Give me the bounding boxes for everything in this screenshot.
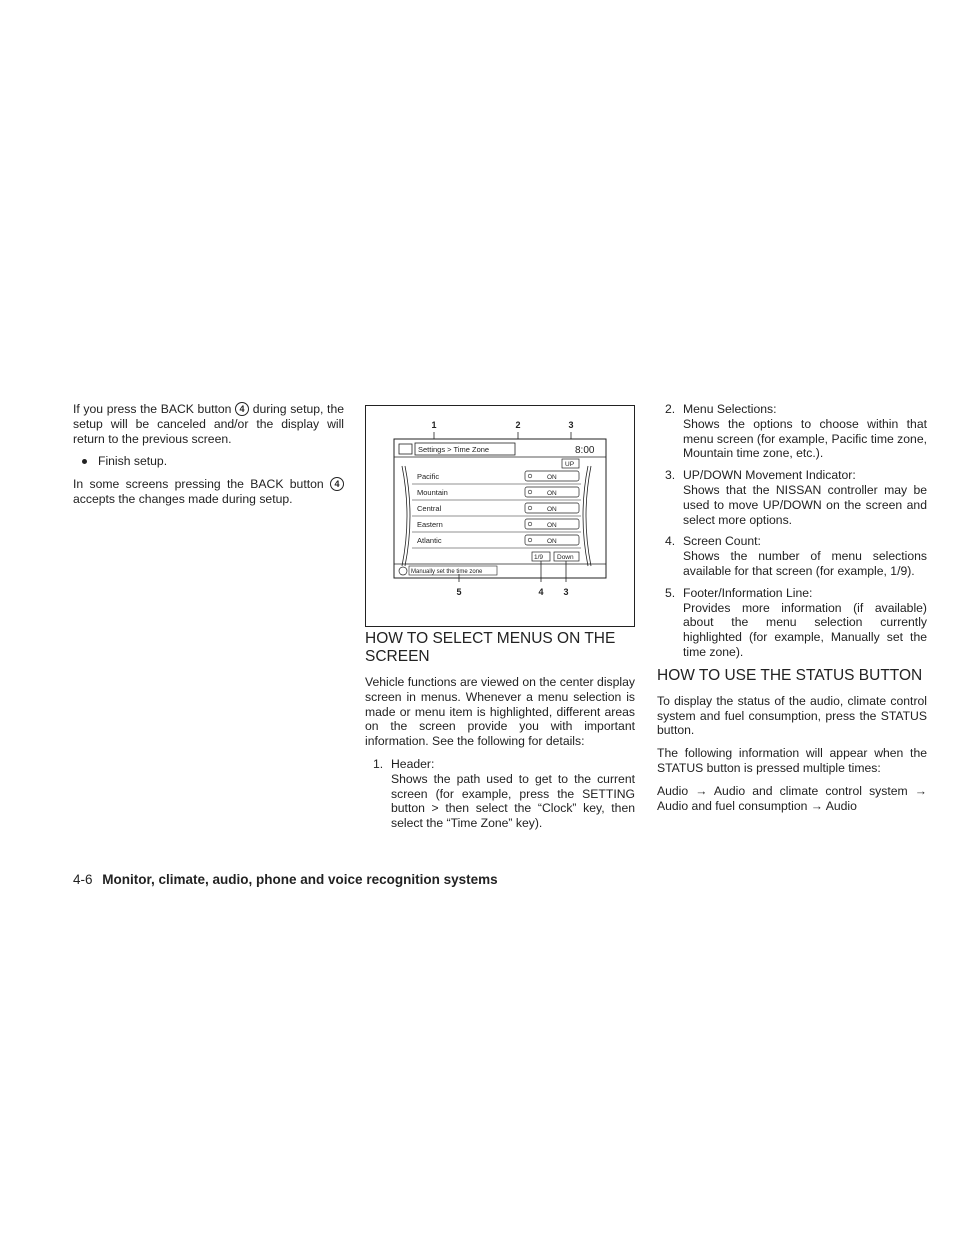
list-item: 2. Menu Selections: Shows the options to choose within that menu screen (for example, Pacific time zone, Mountain time zone, etc.). — [665, 402, 927, 461]
list-item: 3. UP/DOWN Movement Indicator: Shows that the NISSAN controller may be used to move UP/DOWN on the screen and select more options. — [665, 468, 927, 527]
menu-row-value: ON — [547, 490, 557, 497]
callout-5: 5 — [456, 587, 462, 597]
menu-row-label: Atlantic — [417, 536, 442, 545]
svg-text:UP: UP — [565, 461, 575, 468]
column-middle — [365, 630, 635, 838]
svg-text:Down: Down — [557, 554, 574, 561]
clock: 8:00 — [575, 445, 595, 456]
menu-row-label: Central — [417, 504, 442, 513]
menu-row-value: ON — [547, 522, 557, 529]
list-screen-areas — [365, 757, 635, 831]
menu-row-value: ON — [547, 538, 557, 545]
callout-4: 4 — [538, 587, 544, 597]
screen-illustration — [365, 405, 635, 627]
page-footer — [73, 872, 498, 887]
menu-row-value: ON — [547, 474, 557, 481]
callout-4-badge: 4 — [235, 402, 249, 416]
paragraph-status-1: To display the status of the audio, climate control system and fuel consumption, press the STATUS button. — [657, 693, 927, 738]
info-line: Manually set the time zone — [411, 569, 483, 575]
callout-3-top: 3 — [568, 420, 574, 430]
heading-select-menus: HOW TO SELECT MENUS ON THE SCREEN — [365, 630, 616, 665]
list-item: 5. Footer/Information Line: Provides more information (if available) about the menu selection currently highlighted (for example, Manually set the time zone). — [665, 585, 927, 659]
paragraph-status-3: Audio → Audio and climate control system → Audio and fuel consumption → Audio — [657, 783, 927, 813]
menu-row-label: Pacific — [417, 472, 440, 481]
list-item: 4. Screen Count: Shows the number of menu selections available for that screen (for example, 1/9). — [665, 534, 927, 578]
list-item: 1. Header: Shows the path used to get to the current screen (for example, press the SETTING button > then select the “Clock” key, then select the “Time Zone” key). — [373, 756, 635, 831]
menu-row-label: Eastern — [417, 520, 443, 529]
section-title: Monitor, climate, audio, phone and voice recognition systems — [102, 872, 498, 887]
column-left — [73, 402, 344, 515]
screen-count: 1/9 — [534, 554, 544, 561]
header-title: Settings > Time Zone — [418, 445, 490, 454]
bullet-finish-setup: Finish setup. — [73, 454, 344, 469]
page-number: 4-6 — [73, 872, 93, 887]
paragraph-back-setup: If you press the BACK button 4 during setup, the setup will be canceled and/or the display will return to the previous screen. — [73, 402, 344, 446]
heading-status-button: HOW TO USE THE STATUS BUTTON — [657, 666, 923, 684]
callout-4-badge: 4 — [330, 477, 344, 491]
paragraph-status-2: The following information will appear when the STATUS button is pressed multiple times: — [657, 746, 927, 775]
menu-row-label: Mountain — [417, 488, 448, 497]
menu-row-value: ON — [547, 506, 557, 513]
callout-1: 1 — [431, 420, 437, 430]
callout-3-bottom: 3 — [563, 587, 569, 597]
column-right — [657, 402, 927, 821]
callout-2: 2 — [515, 420, 521, 430]
paragraph-intro: Vehicle functions are viewed on the center display screen in menus. Whenever a menu selection is made or menu item is highlighted, different areas on the screen provide you with important information. See the following for details: — [365, 675, 635, 749]
list-screen-areas-cont — [657, 402, 927, 660]
paragraph-back-accept: In some screens pressing the BACK button 4 accepts the changes made during setup. — [73, 477, 344, 507]
